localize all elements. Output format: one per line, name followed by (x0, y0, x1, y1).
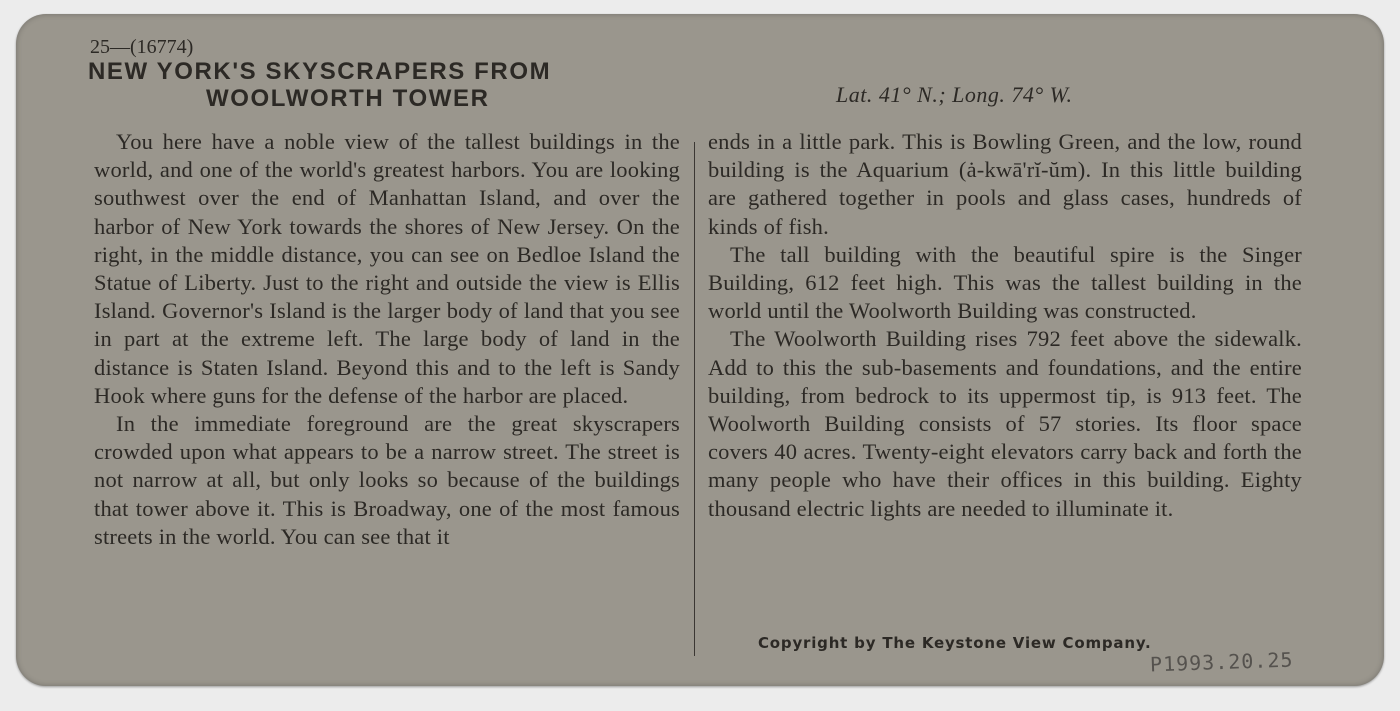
left-text-column (94, 128, 680, 551)
left-paragraph: You here have a noble view of the tallest buildings in the world, and one of the world's greatest harbors. You are looking southwest over the end of Manhattan Island, and over the harbor of New York towards the shores of New Jersey. On the right, in the middle distance, you can see on Bedloe Island the Statue of Liberty. Just to the right and outside the view is Ellis Island. Governor's Island is the larger body of land that you see in part at the extreme left. The large body of land in the distance is Staten Island. Beyond this and to the left is Sandy Hook where guns for the defense of the harbor are placed. (94, 129, 680, 408)
card-title-line-1: NEW YORK'S SKYSCRAPERS FROM (88, 58, 552, 85)
right-paragraph-continued: ends in a little park. This is Bowling Green, and the low, round building is the Aquarium (ȧ-kwā'rĭ-ŭm). In this little building are gathered together in pools and glass cases, hundreds of kinds of fish. (708, 129, 1302, 239)
right-paragraph: The Woolworth Building rises 792 feet above the sidewalk. Add to this the sub-basements and foundations, and the entire building, from bedrock to its uppermost tip, is 913 feet. The Woolworth Building consists of 57 stories. Its floor space covers 40 acres. Twenty-eight elevators carry back and forth the many people who have their offices in this building. Eighty thousand electric lights are needed to illuminate it. (708, 326, 1302, 521)
card-title-line-2: WOOLWORTH TOWER (206, 85, 490, 112)
latitude-longitude: Lat. 41° N.; Long. 74° W. (836, 82, 1073, 107)
stereograph-card-back (16, 14, 1384, 686)
right-paragraph: The tall building with the beautiful spire is the Singer Building, 612 feet high. This was the tallest building in the world until the Woolworth Building was constructed. (708, 241, 1302, 324)
card-title (88, 58, 678, 112)
accession-number: P1993.20.25 (1149, 647, 1294, 677)
right-text-column (708, 128, 1302, 523)
column-divider (694, 142, 695, 656)
left-paragraph: In the immediate foreground are the great skyscrapers crowded upon what appears to be a narrow street. The street is not narrow at all, but only looks so because of the buildings that tower above it. This is Broadway, one of the most famous streets in the world. You can see that it (94, 411, 680, 549)
copyright-notice: Copyright by The Keystone View Company. (758, 634, 1152, 652)
card-serial-number: 25—(16774) (90, 36, 194, 58)
